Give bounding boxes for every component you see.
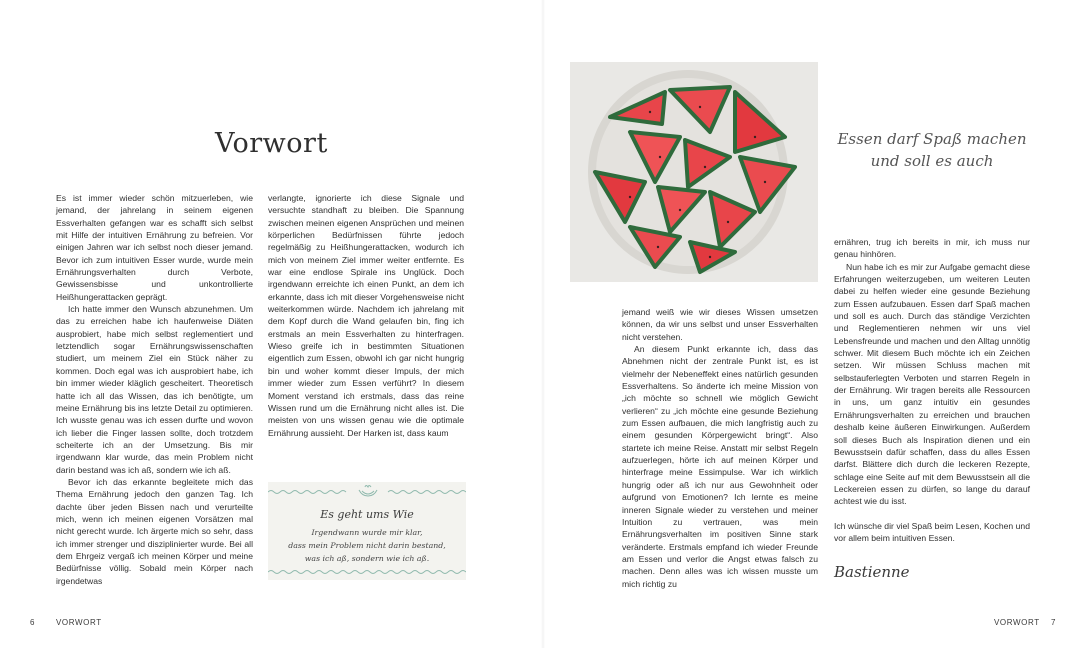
quote-line: was ich aß, sondern wie ich aß.: [304, 554, 430, 563]
paragraph: ernähren, trug ich bereits in mir, ich muss nur genau hinhören.: [834, 237, 1030, 260]
paragraph: An diesem Punkt erkannte ich, dass das Abnehmen nicht der zentrale Punkt ist, es ist vielmehr der Nebeneffekt eines natürlich gesunden Essverhaltens. So änderte ich meine Mission von „ich möchte so schnell wie möglich Gewicht verlieren“ zu „ich möchte eine gesunde Beziehung zum Essen aufbauen, die mich langfristig auch zu einem gesunden Körpergewicht bringt“. Also startete ich meine Reise. Anstatt mir selbst Regeln aufzuerlegen, hörte ich auf meinen Körper und hinterfrage meine Essimpulse. War ich wirklich hungrig oder aß ich nur aus Gewohnheit oder aufgrund von Emotionen? Ich lernte es meine inneren Signale wieder zu verstehen und meiner Intuition zu vertrauen, was mein Ernährungsverhalten im positiven Sinne stark veränderte. Erstmals empfand ich wieder Freunde am Essen und verlor die Angst etwas falsch zu machen. Denn alles was ich wissen musste um mich richtig zu: [622, 344, 818, 589]
text-column-3: [622, 306, 818, 590]
paragraph: Es ist immer wieder schön mitzuerleben, wie jemand, der jahrelang in seinem eigenen Essverhalten gefangen war es schafft sich selbst mit Hilfe der intuitiven Ernährung zu befreien. Vor einigen Jahren war ich selbst noch dieser jemand. Bevor ich zum intuitiven Esser wurde, wurde mein Ernährungsverhalten durch Verbote, Gewissensbisse und unkontrollierte Heißhungerattacken geprägt.: [56, 193, 253, 302]
text-column-2: [268, 192, 464, 439]
watermelon-photo: [570, 62, 818, 282]
text-column-1: [56, 192, 253, 587]
running-footer-left: VORWORT: [56, 618, 102, 627]
page-number-left: 6: [30, 618, 36, 627]
wave-divider-bottom: [268, 568, 466, 576]
paragraph: Nun habe ich es mir zur Aufgabe gemacht diese Erfahrungen weiterzugeben, um weiteren Leuten dabei zu helfen wieder eine gesunde Beziehung zum Essen aufzubauen. Essen darf Spaß machen und soll es auch. Durch das ständige Verzichten und Reglementieren nehmen wir uns viel Lebensfreunde und machen und den Alltag unnötig schwer. Mit diesem Buch möchte ich ein Zeichen setzen. Wir müssen Schluss machen mit selbstauferlegten Verboten und starren Regeln in der Ernährung. Wir tragen bereits alle Ressourcen in uns, um ganz intuitiv ein gesundes Ernährungsverhalten zu erreichen und brauchen deshalb keine äußeren Einwirkungen. Außerdem soll dieses Buch als Inspiration dienen und ein Bewusstsein dafür schaffen, dass du alles Essen darfst. Blättere dich durch die leckeren Rezepte, schlage eine Seite auf mit dem Bewusstsein all die Leckereien essen zu dürfen, so lange du darauf achtest wie du isst.: [834, 261, 1030, 507]
running-footer-right: VORWORT: [994, 618, 1040, 627]
pull-quote-box: [268, 482, 466, 580]
page-number-right: 7: [1051, 618, 1057, 627]
cupped-hands-icon: [356, 482, 380, 498]
quote-text: [268, 526, 466, 565]
paragraph: Ich hatte immer den Wunsch abzunehmen. Um das zu erreichen habe ich haufenweise Diäten ausprobiert, habe mich selbst reglementiert und letztendlich sogar Ernährungswissenschaften studiert, um meinem Ziel ein Stück näher zu kommen. Doch egal was ich ausprobiert habe, ich bin immer wieder kläglich gescheitert. Theoretisch hatte ich all das Wissen, das ich benötigte, um meine Ernährung bis ins letzte Detail zu optimieren. Ich wusste genau was ich essen durfte und wovon ich lieber die Finger lassen sollte, doch trotzdem scheiterte ich an der Umsetzung. Bis mir irgendwann klar wurde, das mein Problem nicht darin bestand was ich aß, sondern wie ich aß.: [56, 304, 253, 475]
paragraph: jemand weiß wie wir dieses Wissen umsetzen können, da wir uns selbst und unser Essverhalten nicht verstehen.: [622, 307, 818, 342]
paragraph: verlangte, ignorierte ich diese Signale und versuchte standhaft zu bleiben. Die Spannung zwischen meinen eigenen Ansprüchen und meinen körperlichen Bedürfnissen führte jedoch regelmäßig zu Heißhungerattacken, wodurch ich mich von meinem Ziel immer weiter entfernte. Es war eine endlose Spirale ins Unglück. Doch irgendwann erreichte ich einen Punkt, an dem ich erkannte, dass ich mit dieser Vorgehensweise nicht weiterkommen würde. Nachdem ich jahrelang mit dem Kopf durch die Wand gelaufen bin, fing ich erstmals an mein Essverhalten zu hinterfragen. Wieso greife ich in bestimmten Situationen eigentlich zum Essen, obwohl ich gar nicht hungrig bin und woher kommt dieser Impuls, der mich immer wieder zum Essen verführt? In diesem Moment verstand ich erstmals, dass das reine Wissen rund um die Ernährung nicht alles ist. Die meisten von uns wissen genau wie die optimale Ernährung aussieht. Der Harken ist, dass kaum: [268, 193, 464, 438]
quote-line: dass mein Problem nicht darin bestand,: [288, 541, 446, 550]
quote-line: Irgendwann wurde mir klar,: [311, 528, 423, 537]
watermelon-illustration: [570, 62, 818, 282]
quote-title: Es geht ums Wie: [320, 508, 414, 521]
author-signature: Bastienne: [834, 563, 910, 581]
paragraph: Ich wünsche dir viel Spaß beim Lesen, Kochen und vor allem beim intuitiven Essen.: [834, 520, 1030, 543]
paragraph: Bevor ich das erkannte begleitete mich das Thema Ernährung jedoch den ganzen Tag. Ich dachte über jeden Bissen nach und verurteilte mich, wenn ich meinen eigenen Vorsätzen mal nicht gerecht wurde. Ich ärgerte mich so sehr, dass ich immer strenger und disziplinierter wurde. Bei all dem Ehrgeiz vergaß ich meinen Körper und meine Bedürfnisse völlig. Sobald mein Körper nach irgendetwas: [56, 476, 253, 586]
book-gutter: [541, 0, 545, 648]
page-title: Vorwort: [215, 128, 328, 159]
text-column-4: [834, 236, 1030, 544]
handwritten-heading: Essen darf Spaß machen und soll es auch: [837, 130, 1027, 170]
